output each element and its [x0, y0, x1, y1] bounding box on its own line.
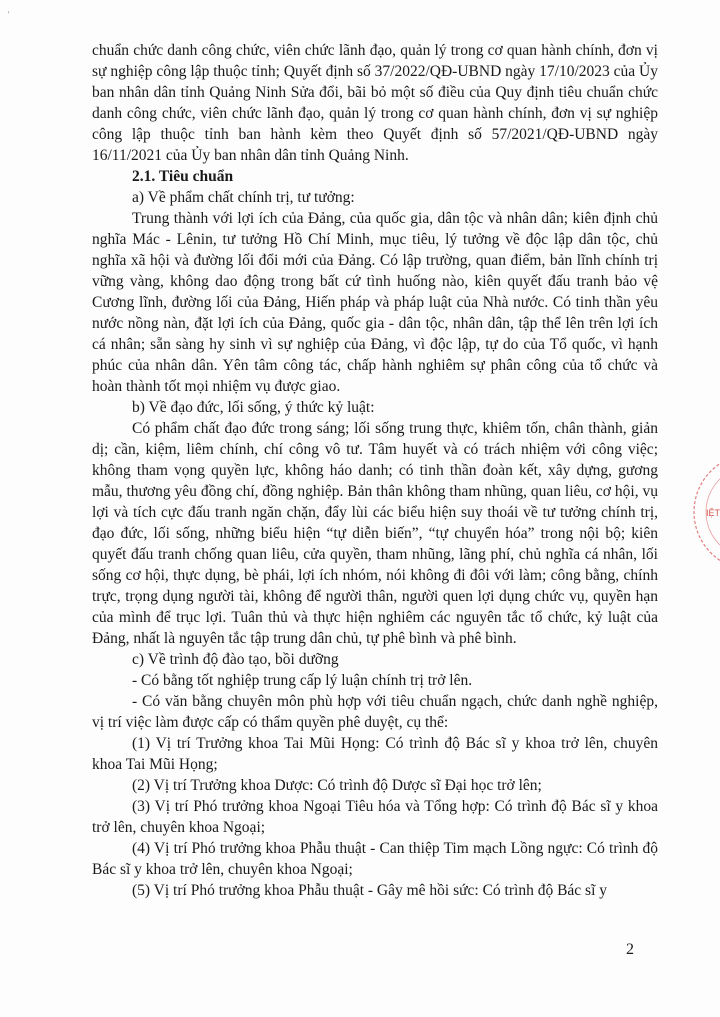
stamp-fragment [690, 450, 720, 580]
requirement-professional-degree: - Có văn bằng chuyên môn phù hợp với tiêu chuẩn ngạch, chức danh nghề nghiệp, vị trí việc làm được cấp có thẩm quyền phê duyệt, cụ thể: [92, 693, 658, 731]
section-heading-standards: 2.1. Tiêu chuẩn [132, 168, 234, 185]
subheading-political-quality: a) Về phẩm chất chính trị, tư tưởng: [132, 189, 355, 206]
stamp-text: IỆT [706, 508, 720, 518]
paragraph-ethics: Có phẩm chất đạo đức trong sáng; lối sống trung thực, khiêm tốn, chân thành, giản dị; cần, kiệm, liêm chính, chí công vô tư. Tâm huyết và có trách nhiệm với công việc; không tham vọng quyền lực, không háo danh; có tinh thần đoàn kết, xây dựng, gương mẫu, thương yêu đồng chí, đồng nghiệp. Bản thân không tham nhũng, quan liêu, cơ hội, vụ lợi và tích cực đấu tranh ngăn chặn, đẩy lùi các biểu hiện suy thoái về tư tưởng chính trị, đạo đức, lối sống, những biểu hiện “tự diễn biến”, “tự chuyển hóa” trong nội bộ; kiên quyết đấu tranh chống quan liêu, cửa quyền, tham nhũng, lãng phí, chủ nghĩa cá nhân, lối sống cơ hội, thực dụng, bè phái, lợi ích nhóm, nói không đi đôi với làm; công bằng, chính trực, trọng dụng người tài, không để người thân, người quen lợi dụng chức vụ, quyền hạn của mình để trục lợi. Tuân thủ và thực hiện nghiêm các nguyên tắc tổ chức, kỷ luật của Đảng, nhất là nguyên tắc tập trung dân chủ, tự phê bình và phê bình. [92, 420, 658, 647]
stamp-graphic [690, 450, 720, 580]
position-item-2: (2) Vị trí Trưởng khoa Dược: Có trình độ Dược sĩ Đại học trở lên; [132, 777, 542, 794]
corner-mark: ' [8, 10, 10, 19]
position-item-3: (3) Vị trí Phó trưởng khoa Ngoại Tiêu hóa và Tổng hợp: Có trình độ Bác sĩ y khoa trở lên, chuyên khoa Ngoại; [92, 798, 658, 836]
position-item-4: (4) Vị trí Phó trưởng khoa Phẫu thuật - Can thiệp Tim mạch Lồng ngực: Có trình độ Bác sĩ y khoa trở lên, chuyên khoa Ngoại; [92, 840, 658, 878]
requirement-political-theory: - Có bằng tốt nghiệp trung cấp lý luận chính trị trở lên. [132, 672, 473, 689]
subheading-ethics: b) Về đạo đức, lối sống, ý thức kỷ luật: [132, 399, 375, 416]
paragraph-intro-continuation: chuẩn chức danh công chức, viên chức lãnh đạo, quản lý trong cơ quan hành chính, đơn vị sự nghiệp công lập thuộc tỉnh; Quyết định số 37/2022/QĐ-UBND ngày 17/10/2023 của Ủy ban nhân dân tỉnh Quảng Ninh Sửa đổi, bãi bỏ một số điều của Quy định tiêu chuẩn chức danh công chức, viên chức lãnh đạo, quản lý trong cơ quan hành chính, đơn vị sự nghiệp công lập thuộc tỉnh ban hành kèm theo Quyết định số 57/2021/QĐ-UBND ngày 16/11/2021 của Ủy ban nhân dân tỉnh Quảng Ninh. [92, 42, 658, 164]
paragraph-political-quality: Trung thành với lợi ích của Đảng, của quốc gia, dân tộc và nhân dân; kiên định chủ nghĩa Mác - Lênin, tư tưởng Hồ Chí Minh, mục tiêu, lý tưởng về độc lập dân tộc, chủ nghĩa xã hội và đường lối đổi mới của Đảng. Có lập trường, quan điểm, bản lĩnh chính trị vững vàng, không dao động trong bất cứ tình huống nào, kiên quyết đấu tranh bảo vệ Cương lĩnh, đường lối của Đảng, Hiến pháp và pháp luật của Nhà nước. Có tinh thần yêu nước nồng nàn, đặt lợi ích của Đảng, quốc gia - dân tộc, nhân dân, tập thể lên trên lợi ích cá nhân; sẵn sàng hy sinh vì sự nghiệp của Đảng, vì độc lập, tự do của Tổ quốc, vì hạnh phúc của nhân dân. Yên tâm công tác, chấp hành nghiêm sự phân công của tổ chức và hoàn thành tốt mọi nhiệm vụ được giao. [92, 210, 658, 395]
document-body [92, 40, 658, 901]
position-item-5: (5) Vị trí Phó trưởng khoa Phẫu thuật - Gây mê hồi sức: Có trình độ Bác sĩ y [132, 882, 608, 899]
page-number: 2 [626, 941, 634, 958]
subheading-training: c) Về trình độ đào tạo, bồi dưỡng [132, 651, 339, 668]
position-item-1: (1) Vị trí Trưởng khoa Tai Mũi Họng: Có trình độ Bác sĩ y khoa trở lên, chuyên khoa Tai Mũi Họng; [92, 735, 658, 773]
